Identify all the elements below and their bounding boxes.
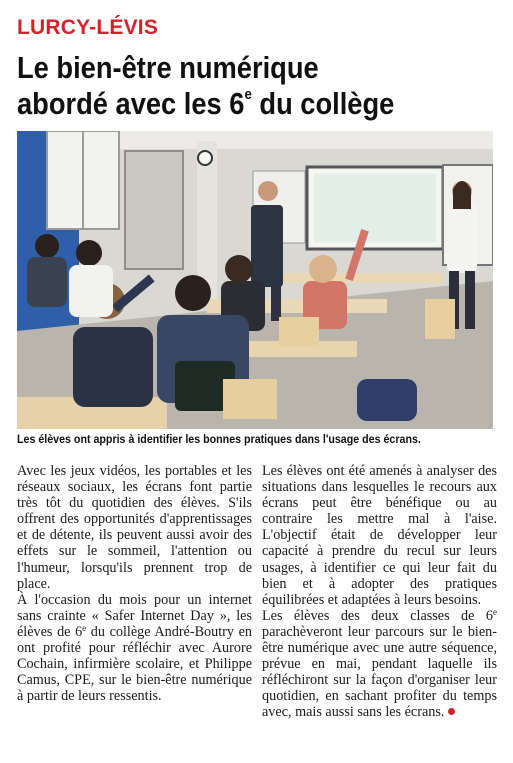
headline-line-2-start: abordé avec les 6: [17, 86, 245, 121]
superscript: e: [493, 606, 497, 617]
superscript: e: [82, 622, 87, 633]
paragraph: [262, 608, 497, 721]
article-column-right: [262, 463, 497, 721]
article-column-left: [17, 463, 252, 704]
classroom-illustration: [17, 131, 493, 429]
photo-caption: Les élèves ont appris à identifier les bonnes pratiques dans l'usage des écrans.: [17, 433, 421, 446]
headline-superscript: e: [244, 86, 252, 103]
article-headline: [17, 50, 439, 122]
paragraph-text: du collège André-Boutry en ont profité pour réfléchir avec Aurore Cochain, infirmière scolaire, et Philippe Camus, CPE, sur le bien-être numérique à partir de leurs ressentis.: [17, 623, 252, 705]
paragraph: Les élèves ont été amenés à analyser des situations dans lesquelles le recours aux écrans peut être bénéfique ou au contraire les mettre mal à l'aise. L'objectif était de développer leur capacité à prendre du recul sur leurs usages, à identifier ce qui leur fait du bien et à adopter des pratiques équilibrées et adaptées à leurs besoins.: [262, 463, 497, 608]
headline-line-1: Le bien-être numérique: [17, 50, 319, 85]
classroom-photo: [17, 131, 493, 429]
paragraph-text: À l'occasion du mois pour un internet sans crainte « Safer Internet Day », les élèves de 6: [17, 591, 252, 640]
end-of-article-dot-icon: [448, 708, 455, 715]
paragraph-text: Les élèves des deux classes de 6: [262, 607, 493, 624]
headline-line-2-end: du collège: [251, 86, 395, 121]
paragraph-text: parachèveront leur parcours sur le bien-être numérique avec une autre séquence, prévue en mai, pendant laquelle ils réfléchiront sur la façon d'organiser leur quotidien, en sachant profiter du temps avec, mais aussi sans les écrans.: [262, 623, 497, 721]
location-kicker: LURCY-LÉVIS: [17, 16, 159, 39]
paragraph: [17, 592, 252, 705]
paragraph: Avec les jeux vidéos, les portables et les réseaux sociaux, les écrans font partie très tôt du quotidien des élèves. S'ils offrent des opportunités d'apprentissages et de détente, ils peuvent aussi avoir des effets sur le sommeil, l'attention ou l'humeur, lorsqu'ils prennent trop de place.: [17, 463, 252, 592]
